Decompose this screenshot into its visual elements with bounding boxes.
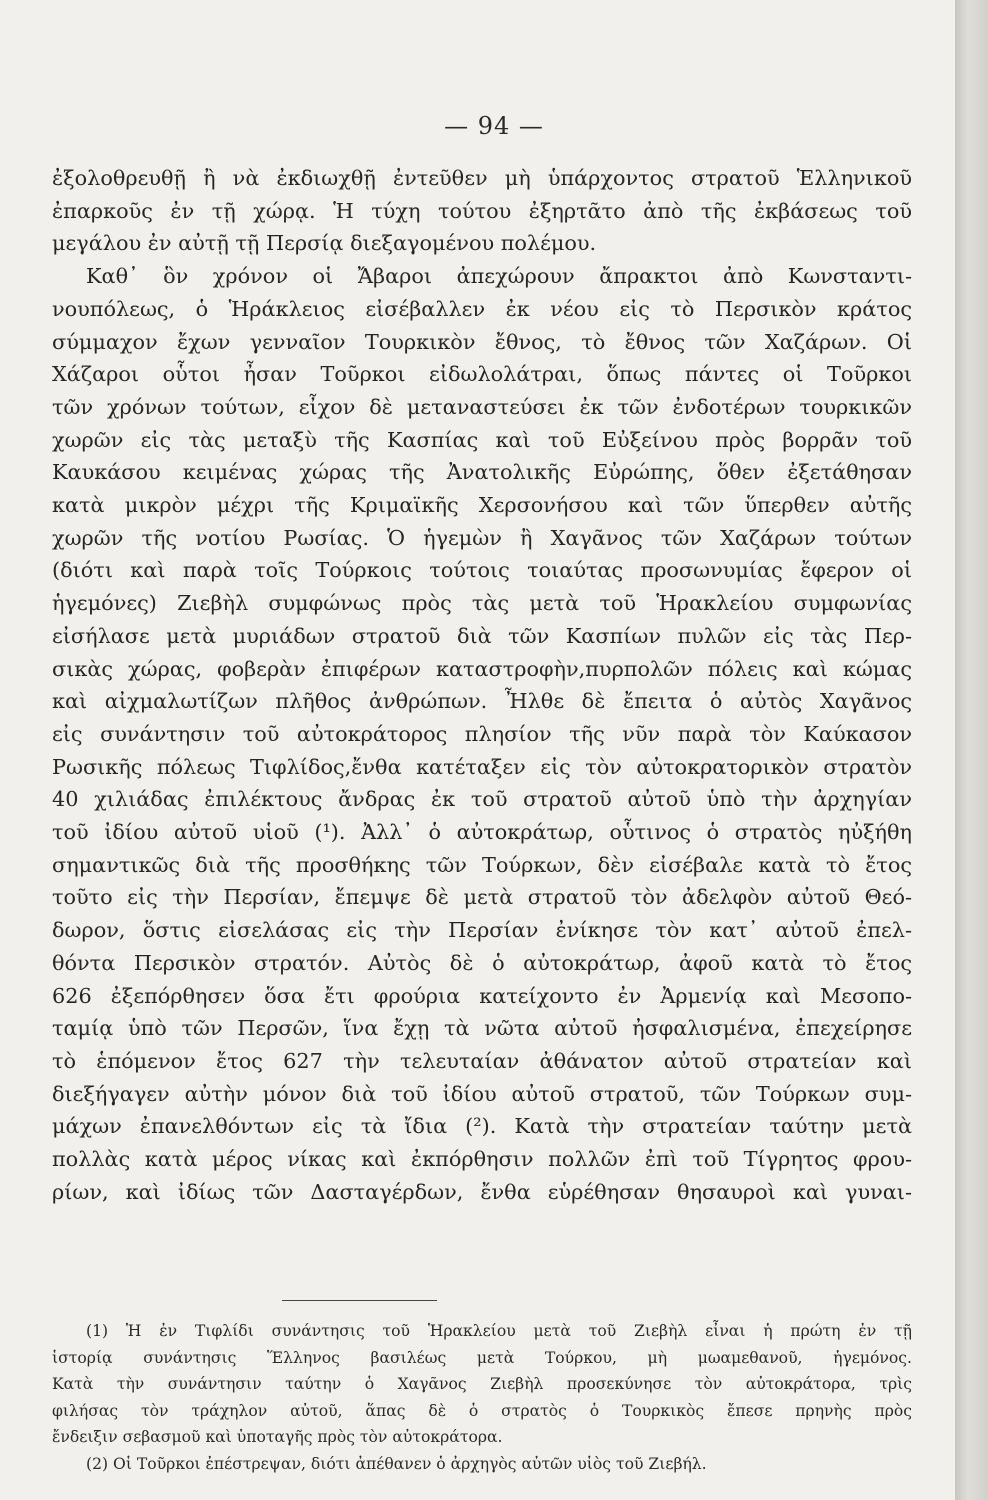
text-line: κατὰ μικρὸν μέχρι τῆς Κριμαϊκῆς Χερσονήσου καὶ τῶν ὕπερθεν αὐτῆς bbox=[52, 493, 912, 518]
text-line: ἐξολοθρευθῇ ἢ νὰ ἐκδιωχθῇ ἐντεῦθεν μὴ ὑπάρχοντος στρατοῦ Ἑλληνικοῦ bbox=[52, 166, 912, 190]
footnote-line: (1) Ἡ ἐν Τιφλίδι συνάντησις τοῦ Ἡρακλείου μετὰ τοῦ Ζιεβὴλ εἶναι ἡ πρώτη ἐν τῇ bbox=[86, 1322, 912, 1340]
footnote-line: Κατὰ τὴν συνάντησιν ταύτην ὁ Χαγᾶνος Ζιεβὴλ προσεκύνησε τὸν αὐτοκράτορα, τρὶς bbox=[52, 1375, 912, 1393]
text-line: χωρῶν τῆς νοτίου Ρωσίας. Ὁ ἡγεμὼν ἢ Χαγᾶνος τῶν Χαζάρων τούτων bbox=[52, 525, 912, 550]
text-line: τοῦ ἰδίου αὐτοῦ υἱοῦ (¹). Ἀλλ᾽ ὁ αὐτοκράτωρ, οὗτινος ὁ στρατὸς ηὐξήθη bbox=[52, 820, 912, 845]
text-line: πολλὰς κατὰ μέρος νίκας καὶ ἐκπόρθησιν πολλῶν ἐπὶ τοῦ Τίγρητος φρου- bbox=[52, 1147, 912, 1172]
text-line: ἐπαρκοῦς ἐν τῇ χώρᾳ. Ἡ τύχη τούτου ἐξηρτᾶτο ἀπὸ τῆς ἐκβάσεως τοῦ bbox=[52, 198, 912, 223]
text-line: σύμμαχον ἔχων γενναῖον Τουρκικὸν ἔθνος, τὸ ἔθνος τῶν Χαζάρων. Οἱ bbox=[52, 329, 912, 354]
footnotes bbox=[52, 1318, 912, 1477]
text-line: σικὰς χώρας, φοβερὰν ἐπιφέρων καταστροφὴν,πυρπολῶν πόλεις καὶ κώμας bbox=[52, 656, 912, 681]
text-line: Καθ᾽ ὃν χρόνον οἱ Ἄβαροι ἀπεχώρουν ἄπρακτοι ἀπὸ Κωνσταντι- bbox=[86, 264, 912, 289]
footnote-line: ἱστορίᾳ συνάντησις Ἕλληνος βασιλέως μετὰ Τούρκου, μὴ μωαμεθανοῦ, ἡγεμόνος. bbox=[52, 1348, 912, 1367]
text-line: ρίων, καὶ ἰδίως τῶν Δασταγέρδων, ἔνθα εὑρέθησαν θησαυροὶ καὶ γυναι- bbox=[52, 1179, 912, 1204]
text-line: καὶ αἰχμαλωτίζων πλῆθος ἀνθρώπων. Ἦλθε δὲ ἔπειτα ὁ αὐτὸς Χαγᾶνος bbox=[52, 689, 912, 714]
text-line: Καυκάσου κειμένας χώρας τῆς Ἀνατολικῆς Εὐρώπης, ὅθεν ἐξετάθησαν bbox=[52, 460, 912, 485]
text-line: εἰσήλασε μετὰ μυριάδων στρατοῦ διὰ τῶν Κασπίων πυλῶν εἰς τὰς Περ- bbox=[52, 623, 912, 648]
text-line: διεξήγαγεν αὐτὴν μόνον διὰ τοῦ ἰδίου αὐτοῦ στρατοῦ, τῶν Τούρκων συμ- bbox=[52, 1081, 912, 1106]
page-edge-shadow bbox=[955, 0, 988, 1500]
footnote-line: ἔνδειξιν σεβασμοῦ καὶ ὑποταγῆς πρὸς τὸν αὐτοκράτορα. bbox=[52, 1428, 503, 1446]
footnote-line: φιλήσας τὸν τράχηλον αὐτοῦ, ἅπας δὲ ὁ στρατὸς ὁ Τουρκικὸς ἔπεσε πρηνὴς πρὸς bbox=[52, 1401, 912, 1420]
text-line: μεγάλου ἐν αὐτῇ τῇ Περσίᾳ διεξαγομένου πολέμου. bbox=[52, 231, 597, 256]
footnote-line: (2) Οἱ Τοῦρκοι ἐπέστρεψαν, διότι ἀπέθανεν ὁ ἀρχηγὸς αὐτῶν υἱὸς τοῦ Ζιεβήλ. bbox=[86, 1454, 707, 1473]
text-line: εἰς συνάντησιν τοῦ αὐτοκράτορος πλησίον τῆς νῦν παρὰ τὸν Καύκασον bbox=[52, 721, 912, 746]
text-line: ἡγεμόνες) Ζιεβὴλ συμφώνως πρὸς τὰς μετὰ τοῦ Ἡρακλείου συμφωνίας bbox=[52, 591, 912, 616]
text-line: ταμίᾳ ὑπὸ τῶν Περσῶν, ἵνα ἔχῃ τὰ νῶτα αὐτοῦ ἠσφαλισμένα, ἐπεχείρησε bbox=[52, 1016, 912, 1041]
text-line: Χάζαροι οὗτοι ἦσαν Τοῦρκοι εἰδωλολάτραι, ὅπως πάντες οἱ Τοῦρκοι bbox=[52, 362, 912, 387]
text-line: Ρωσικῆς πόλεως Τιφλίδος,ἔνθα κατέταξεν εἰς τὸν αὐτοκρατορικὸν στρατὸν bbox=[52, 754, 912, 779]
page-number: — 94 — bbox=[444, 112, 544, 140]
text-line: 40 χιλιάδας ἐπιλέκτους ἄνδρας ἐκ τοῦ στρατοῦ αὐτοῦ ὑπὸ τὴν ἀρχηγίαν bbox=[52, 787, 912, 812]
text-line: μάχων ἐπανελθόντων εἰς τὰ ἴδια (²). Κατὰ τὴν στρατείαν ταύτην μετὰ bbox=[52, 1114, 912, 1139]
text-line: 626 ἐξεπόρθησεν ὅσα ἔτι φρούρια κατείχοντο ἐν Ἀρμενίᾳ καὶ Μεσοπο- bbox=[52, 983, 912, 1008]
text-line: χωρῶν εἰς τὰς μεταξὺ τῆς Κασπίας καὶ τοῦ Εὐξείνου πρὸς βορρᾶν τοῦ bbox=[52, 427, 912, 452]
text-line: τὸ ἑπόμενον ἔτος 627 τὴν τελευταίαν ἀθάνατον αὐτοῦ στρατείαν καὶ bbox=[52, 1048, 912, 1073]
text-line: τοῦτο εἰς τὴν Περσίαν, ἔπεμψε δὲ μετὰ στρατοῦ τὸν ἀδελφὸν αὐτοῦ Θεό- bbox=[52, 885, 912, 910]
text-line: τῶν χρόνων τούτων, εἶχον δὲ μεταναστεύσει ἐκ τῶν ἐνδοτέρων τουρκικῶν bbox=[52, 394, 912, 419]
text-line: (διότι καὶ παρὰ τοῖς Τούρκοις τούτοις τοιαύτας προσωνυμίας ἔφερον οἱ bbox=[52, 558, 912, 583]
text-line: δωρον, ὅστις εἰσελάσας εἰς τὴν Περσίαν ἐνίκησε τὸν κατ᾽ αὐτοῦ ἐπελ- bbox=[52, 918, 912, 943]
footnote-divider bbox=[282, 1300, 437, 1301]
text-line: σημαντικῶς διὰ τῆς προσθήκης τῶν Τούρκων, δὲν εἰσέβαλε κατὰ τὸ ἔτος bbox=[52, 852, 912, 877]
text-line: θόντα Περσικὸν στρατόν. Αὐτὸς δὲ ὁ αὐτοκράτωρ, ἀφοῦ κατὰ τὸ ἔτος bbox=[52, 950, 912, 975]
text-line: νουπόλεως, ὁ Ἡράκλειος εἰσέβαλλεν ἐκ νέου εἰς τὸ Περσικὸν κράτος bbox=[52, 296, 912, 321]
body-text bbox=[52, 162, 912, 1209]
